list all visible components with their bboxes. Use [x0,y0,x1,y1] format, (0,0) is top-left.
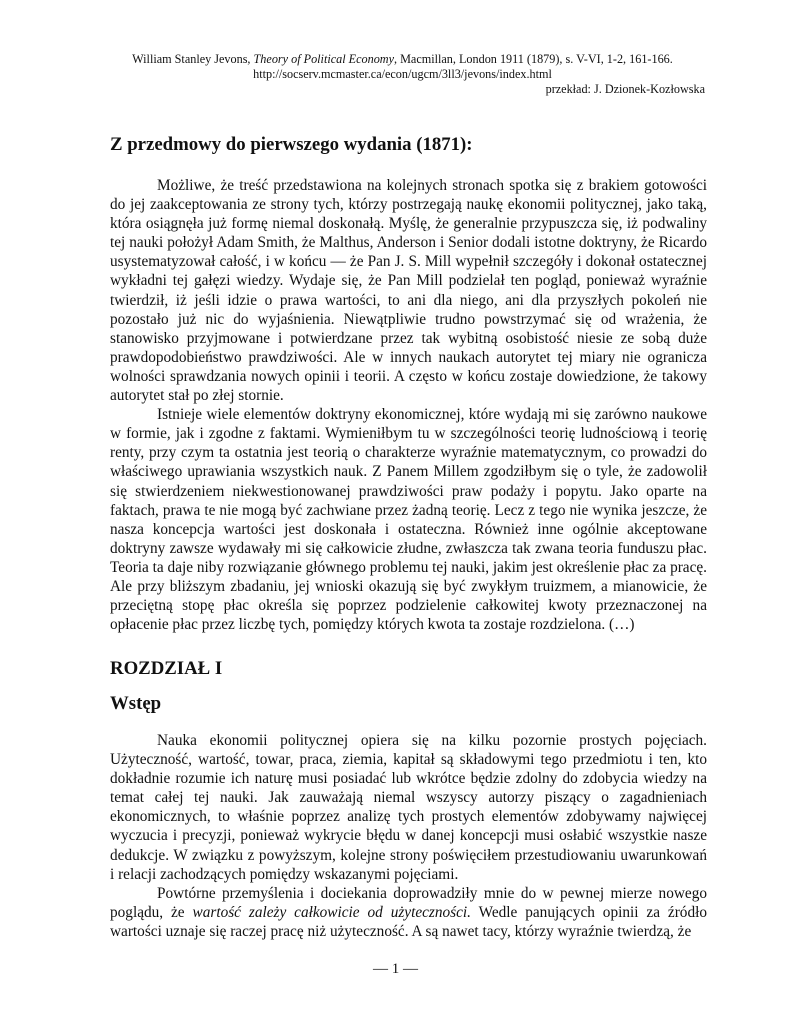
intro-body [110,731,707,941]
source-url[interactable]: http://socserv.mcmaster.ca/econ/ugcm/3ll3/jevons/index.html [253,67,552,81]
intro-paragraph-2 [110,884,707,941]
intro-paragraph-2-emphasis: wartość zależy całkowicie od użyteczności. [192,903,471,921]
citation-header [100,52,705,97]
chapter-subtitle: Wstęp [110,693,162,714]
chapter-heading-block [110,658,707,680]
citation-title: Theory of Political Economy [253,52,394,66]
intro-heading-block [110,693,707,715]
translator-credit: przekład: J. Dzionek-Kozłowska [545,82,705,96]
chapter-title: ROZDZIAŁ I [110,658,223,679]
intro-paragraph-1: Nauka ekonomii politycznej opiera się na kilku pozornie prostych pojęciach. Użyteczność, wartość, towar, praca, ziemia, kapitał są składowymi tego przedmiotu i ten, kto dokładnie rozumie ich naturę musi posiadać lub wkrótce będzie zdolny do zdobycia wiedzy na temat całej tej nauki. Jak zauważają niemal wszyscy autorzy piszący o zagadnieniach ekonomicznych, to właśnie poprzez analizę tych prostych elementów zdobywamy najwięcej wyczucia i precyzji, ponieważ wykrycie błędu w danej koncepcji musi osłabić wszystkie nasze dedukcje. W związku z powyższym, kolejne strony poświęciłem przestudiowaniu uwarunkowań i relacji zachodzących pomiędzy wskazanymi pojęciami. [110,732,707,883]
preface-title: Z przedmowy do pierwszego wydania (1871): [110,134,473,155]
page-number: — 1 — [373,961,418,977]
preface-body [110,176,707,634]
intro-paragraph-2-end: Wedle panujących opinii za źródło wartości uznaje się raczej pracę niż użyteczność. A są nawet tacy, którzy wyraźnie twierdzą, że [110,903,707,940]
preface-paragraph-2: Istnieje wiele elementów doktryny ekonomicznej, które wydają mi się zarówno naukowe w formie, jak i zgodne z faktami. Wymieniłbym tu w szczególności teorię ludnościową i teorię renty, przy czym ta ostatnia jest teorią o charakterze wyraźnie matematycznym, co prowadzi do właściwego uprawiania wszystkich nauk. Z Panem Millem zgodziłbym się o tyle, że zadowolił się stwierdzeniem niekwestionowanej prawdziwości praw podaży i popytu. Jako oparte na faktach, prawa te nie mogą być zachwiane przez żadną teorię. Lecz z tego nie wynika jeszcze, że nasza koncepcja wartości jest doskonała i ostateczna. Również inne ogólnie akceptowane doktryny zawsze wydawały mi się całkowicie złudne, zwłaszcza tak zwana teoria funduszu płac. Teoria ta daje niby rozwiązanie głównego problemu tej nauki, jakim jest określenie płac za pracę. Ale przy bliższym zbadaniu, jej wnioski okazują się być zwykłym truizmem, a mianowicie, że przeciętną stopę płac określa się poprzez podzielenie całkowitej kwoty przeznaczonej na opłacenie płac przez liczbę tych, pomiędzy których kwota ta zostaje rozdzielona. (…) [110,406,707,634]
citation-rest: , Macmillan, London 1911 (1879), s. V-VI, 1-2, 161-166. [394,52,673,66]
intro-paragraph-2-start: Powtórne przemyślenia i dociekania doprowadziły mnie do w pewnej mierze nowego poglądu, że [110,884,707,921]
citation-author: William Stanley Jevons, [132,52,254,66]
preface-paragraph-1: Możliwe, że treść przedstawiona na kolejnych stronach spotka się z brakiem gotowości do jej zaakceptowania ze strony tych, którzy postrzegają naukę ekonomii politycznej, jako taką, która osiągnęła już formę niemal doskonałą. Myślę, że generalnie przypuszcza się, iż podwaliny tej nauki położył Adam Smith, że Malthus, Anderson i Senior dodali istotne doktryny, że Ricardo usystematyzował całość, i w końcu — że Pan J. S. Mill wypełnił szczegóły i dokonał ostatecznej wykładni tej gałęzi wiedzy. Wydaje się, że Pan Mill podzielał ten pogląd, ponieważ wyraźnie twierdził, iż jeśli idzie o prawa wartości, to ani dla niego, ani dla przyszłych pokoleń nie pozostało już nic do wyjaśnienia. Niewątpliwie trudno powstrzymać się od wrażenia, że stanowisko przyjmowane i potwierdzane przez tak wybitną osobistość niesie ze sobą duże prawdopodobieństwo prawdziwości. Ale w innych naukach autorytet tej miary nie ogranicza wolności sprawdzania nowych opinii i teorii. A często w końcu zostaje dowiedzione, że takowy autorytet stał po złej stornie. [110,177,707,405]
citation-line [100,52,705,67]
preface-heading-block [110,134,707,156]
